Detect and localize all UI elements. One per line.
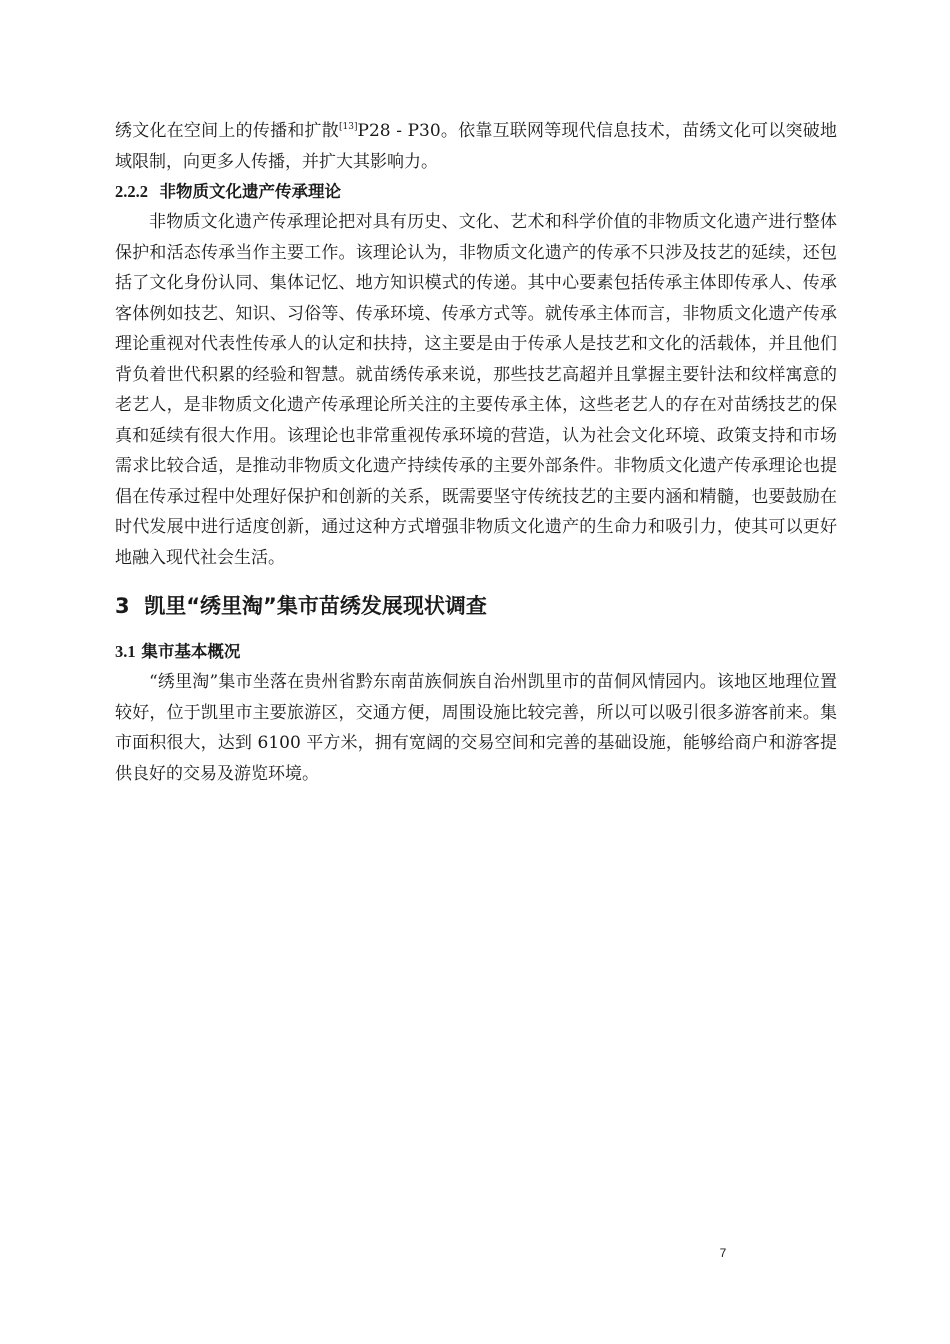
section-title: 非物质文化遗产传承理论 [159, 182, 341, 201]
section-heading-2-2-2 [115, 177, 837, 207]
page-content [115, 116, 837, 789]
continued-text-before-citation: 绣文化在空间上的传播和扩散 [115, 121, 340, 141]
section-heading-3-1 [115, 637, 837, 667]
citation-marker: [13] [339, 122, 358, 132]
chapter-number: 3 [115, 594, 130, 618]
section-3-1-body: “绣里淘”集市坐落在贵州省黔东南苗族侗族自治州凯里市的苗侗风情园内。该地区地理位置较好，位于凯里市主要旅游区，交通方便，周围设施比较完善，所以可以吸引很多游客前来。集市面积很大，达到 6100 平方米，拥有宽阔的交易空间和完善的基础设施，能够给商户和游客提供良好的交易及游览环境。 [115, 672, 837, 784]
page-number: 7 [719, 1246, 727, 1260]
page-number-footer [0, 1246, 729, 1260]
section-title: 集市基本概况 [141, 642, 241, 661]
chapter-title: 凯里“绣里淘”集市苗绣发展现状调查 [144, 594, 487, 618]
continued-text-after-citation: P28 - P30。依靠互联网等现代信息技术，苗绣文化可以突破地域限制，向更多人传播，并扩大其影响力。 [115, 121, 837, 172]
section-number: 3.1 [115, 642, 136, 661]
continued-paragraph [115, 116, 837, 177]
section-2-2-2-body: 非物质文化遗产传承理论把对具有历史、文化、艺术和科学价值的非物质文化遗产进行整体保护和活态传承当作主要工作。该理论认为，非物质文化遗产的传承不只涉及技艺的延续，还包括了文化身份认同、集体记忆、地方知识模式的传递。其中心要素包括传承主体即传承人、传承客体例如技艺、知识、习俗等、传承环境、传承方式等。就传承主体而言，非物质文化遗产传承理论重视对代表性传承人的认定和扶持，这主要是由于传承人是技艺和文化的活载体，并且他们背负着世代积累的经验和智慧。就苗绣传承来说，那些技艺高超并且掌握主要针法和纹样寓意的老艺人，是非物质文化遗产传承理论所关注的主要传承主体，这些老艺人的存在对苗绣技艺的保真和延续有很大作用。该理论也非常重视传承环境的营造，认为社会文化环境、政策支持和市场需求比较合适，是推动非物质文化遗产持续传承的主要外部条件。非物质文化遗产传承理论也提倡在传承过程中处理好保护和创新的关系，既需要坚守传统技艺的主要内涵和精髓，也要鼓励在时代发展中进行适度创新，通过这种方式增强非物质文化遗产的生命力和吸引力，使其可以更好地融入现代社会生活。 [115, 212, 837, 568]
chapter-heading-3 [115, 591, 837, 621]
section-number: 2.2.2 [115, 182, 148, 201]
